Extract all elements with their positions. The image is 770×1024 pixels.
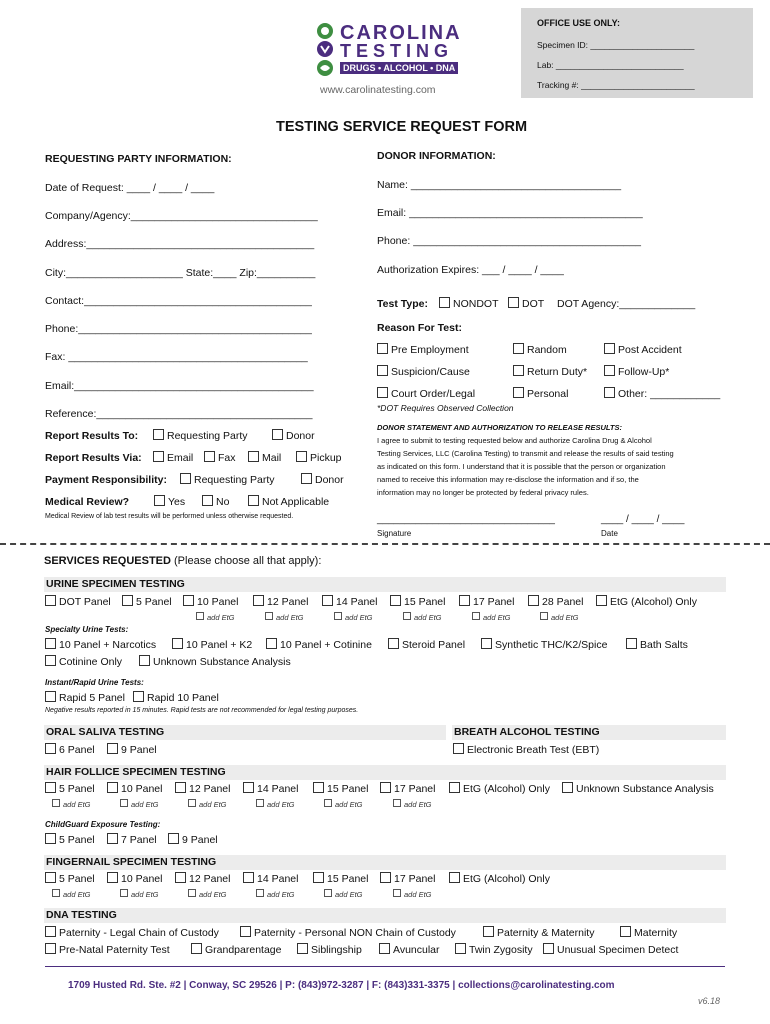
lab-field[interactable]: Lab: ___________________________ [537,60,684,70]
logo-line3: DRUGS • ALCOHOL • DNA [340,62,458,74]
checkbox-icon [153,451,164,462]
urine-28-add-etg[interactable]: add EtG [540,612,579,622]
urine-17-add-etg[interactable]: add EtG [472,612,511,622]
checkbox-icon [604,343,615,354]
reason-court-order[interactable]: Court Order/Legal [377,387,475,400]
saliva-6-panel[interactable]: 6 Panel [45,743,95,756]
checkbox-icon [543,943,554,954]
checkbox-icon [253,595,264,606]
dna-paternity-maternity[interactable]: Paternity & Maternity [483,926,594,939]
specialty-cotinine-only[interactable]: Cotinine Only [45,655,122,668]
checkbox-icon [107,833,118,844]
footer-contact: 1709 Husted Rd. Ste. #2 | Conway, SC 29526 | P: (843)972-3287 | F: (843)331-3375 | collections@carolinatesting.com [68,980,615,991]
statement-title: DONOR STATEMENT AND AUTHORIZATION TO RELEASE RESULTS: [377,423,622,432]
statement-line: I agree to submit to testing requested below and authorize Carolina Drug & Alcohol [377,436,652,445]
checkbox-icon [172,638,183,649]
reason-other[interactable]: Other: ____________ [604,387,720,400]
specialty-narcotics[interactable]: 10 Panel + Narcotics [45,638,156,651]
childguard-title: ChildGuard Exposure Testing: [45,820,161,829]
nail-14-add-etg[interactable]: add EtG [256,889,295,899]
reason-post-accident[interactable]: Post Accident [604,343,682,356]
urine-12-add-etg[interactable]: add EtG [265,612,304,622]
checkbox-icon [301,473,312,484]
checkbox-icon [620,926,631,937]
checkbox-icon [449,872,460,883]
checkbox-icon [403,612,411,620]
urine-28-panel[interactable]: 28 Panel [528,595,583,608]
office-use-title: OFFICE USE ONLY: [537,18,621,28]
hair-10-panel[interactable]: 10 Panel [107,782,162,795]
checkbox-icon [45,782,56,793]
urine-12-panel[interactable]: 12 Panel [253,595,308,608]
hair-etg-only[interactable]: EtG (Alcohol) Only [449,782,550,795]
checkbox-icon [472,612,480,620]
statement-line: as indicated on this form. I understand that it is possible that the person or organization [377,462,666,471]
address-field[interactable]: Address:_______________________________________ [45,238,315,250]
date-label: Date [601,529,618,538]
checkbox-icon [481,638,492,649]
dna-paternity-personal[interactable]: Paternity - Personal NON Chain of Custody [240,926,456,939]
city-state-zip-field[interactable]: City:____________________ State:____ Zip:__________ [45,267,316,279]
checkbox-icon [626,638,637,649]
checkbox-icon [139,655,150,666]
medical-no-checkbox[interactable]: No [202,495,229,508]
specialty-k2[interactable]: 10 Panel + K2 [172,638,252,651]
checkbox-icon [52,799,60,807]
reason-pre-employment[interactable]: Pre Employment [377,343,469,356]
nail-10-panel[interactable]: 10 Panel [107,872,162,885]
hair-5-panel[interactable]: 5 Panel [45,782,95,795]
signature-field[interactable]: ________________________________ [377,514,555,525]
payment-label: Payment Responsibility: [45,474,167,486]
checkbox-icon [513,387,524,398]
report-via-email-checkbox[interactable]: Email [153,451,193,464]
checkbox-icon [334,612,342,620]
urine-14-panel[interactable]: 14 Panel [322,595,377,608]
company-field[interactable]: Company/Agency:________________________________ [45,210,318,222]
checkbox-icon [459,595,470,606]
checkbox-icon [390,595,401,606]
reason-random[interactable]: Random [513,343,567,356]
saliva-header: ORAL SALIVA TESTING [44,725,446,740]
checkbox-icon [439,297,450,308]
checkbox-icon [266,638,277,649]
checkbox-icon [265,612,273,620]
checkbox-icon [379,943,390,954]
checkbox-icon [204,451,215,462]
hair-12-panel[interactable]: 12 Panel [175,782,230,795]
report-via-pickup-checkbox[interactable]: Pickup [296,451,342,464]
nail-12-add-etg[interactable]: add EtG [188,889,227,899]
requesting-heading: REQUESTING PARTY INFORMATION: [45,153,232,165]
checkbox-icon [188,889,196,897]
nail-10-add-etg[interactable]: add EtG [120,889,159,899]
checkbox-icon [508,297,519,308]
urine-5-panel[interactable]: 5 Panel [122,595,172,608]
report-via-label: Report Results Via: [45,452,142,464]
nail-5-add-etg[interactable]: add EtG [52,889,91,899]
nail-15-panel[interactable]: 15 Panel [313,872,368,885]
checkbox-icon [107,743,118,754]
urine-dot-panel[interactable]: DOT Panel [45,595,111,608]
dna-grandparentage[interactable]: Grandparentage [191,943,281,956]
checkbox-icon [604,387,615,398]
date-of-request-field[interactable]: Date of Request: ____ / ____ / ____ [45,182,215,194]
logo [312,22,462,80]
report-to-label: Report Results To: [45,430,139,442]
checkbox-icon [256,799,264,807]
urine-header: URINE SPECIMEN TESTING [44,577,726,592]
specialty-unknown[interactable]: Unknown Substance Analysis [139,655,291,668]
saliva-9-panel[interactable]: 9 Panel [107,743,157,756]
dot-checkbox[interactable]: DOT [508,297,544,310]
medical-na-checkbox[interactable]: Not Applicable [248,495,329,508]
logo-line2: TESTING [340,41,454,61]
checkbox-icon [380,872,391,883]
donor-heading: DONOR INFORMATION: [377,150,496,162]
dna-avuncular[interactable]: Avuncular [379,943,440,956]
checkbox-icon [153,429,164,440]
nondot-checkbox[interactable]: NONDOT [439,297,499,310]
urine-etg-only[interactable]: EtG (Alcohol) Only [596,595,697,608]
childguard-9-panel[interactable]: 9 Panel [168,833,218,846]
checkbox-icon [45,943,56,954]
reason-personal[interactable]: Personal [513,387,568,400]
reference-field[interactable]: Reference:_____________________________________ [45,408,313,420]
reason-label: Reason For Test: [377,322,462,334]
hair-14-panel[interactable]: 14 Panel [243,782,298,795]
rapid-note: Negative results reported in 15 minutes. Rapid tests are not recommended for legal testing purposes. [45,707,359,714]
checkbox-icon [377,365,388,376]
checkbox-icon [272,429,283,440]
fax-field[interactable]: Fax: _________________________________________ [45,351,308,363]
specialty-bath-salts[interactable]: Bath Salts [626,638,688,651]
checkbox-icon [596,595,607,606]
form-title: TESTING SERVICE REQUEST FORM [276,119,528,135]
website[interactable]: www.carolinatesting.com [320,84,436,96]
urine-17-panel[interactable]: 17 Panel [459,595,514,608]
checkbox-icon [297,943,308,954]
urine-10-panel[interactable]: 10 Panel [183,595,238,608]
tracking-field[interactable]: Tracking #: ________________________ [537,80,695,90]
cut-line [0,543,770,545]
checkbox-icon [45,638,56,649]
checkbox-icon [45,743,56,754]
dna-paternity-legal[interactable]: Paternity - Legal Chain of Custody [45,926,219,939]
checkbox-icon [313,782,324,793]
checkbox-icon [380,782,391,793]
hair-header: HAIR FOLLICE SPECIMEN TESTING [44,765,726,780]
checkbox-icon [513,365,524,376]
payment-requesting-checkbox[interactable]: Requesting Party [180,473,275,486]
checkbox-icon [45,655,56,666]
checkbox-icon [324,799,332,807]
checkbox-icon [562,782,573,793]
email-field[interactable]: Email:_________________________________________ [45,380,314,392]
dna-siblingship[interactable]: Siblingship [297,943,362,956]
medical-review-label: Medical Review? [45,496,130,508]
phone-field[interactable]: Phone:________________________________________ [45,323,312,335]
signature-date-field[interactable]: ____ / ____ / ____ [601,514,685,525]
checkbox-icon [202,495,213,506]
urine-15-panel[interactable]: 15 Panel [390,595,445,608]
nail-17-add-etg[interactable]: add EtG [393,889,432,899]
checkbox-icon [377,343,388,354]
donor-name-field[interactable]: Name: ____________________________________ [377,179,622,191]
checkbox-icon [120,889,128,897]
specialty-steroid[interactable]: Steroid Panel [388,638,465,651]
hair-15-panel[interactable]: 15 Panel [313,782,368,795]
checkbox-icon [175,782,186,793]
hair-5-add-etg[interactable]: add EtG [52,799,91,809]
checkbox-icon [540,612,548,620]
dna-maternity[interactable]: Maternity [620,926,677,939]
checkbox-icon [324,889,332,897]
logo-line1: CAROLINA [340,22,462,44]
checkbox-icon [313,872,324,883]
checkbox-icon [449,782,460,793]
checkbox-icon [393,889,401,897]
specialty-title: Specialty Urine Tests: [45,625,129,634]
rapid-10-panel[interactable]: Rapid 10 Panel [133,691,219,704]
checkbox-icon [168,833,179,844]
checkbox-icon [240,926,251,937]
checkbox-icon [133,691,144,702]
checkbox-icon [107,872,118,883]
auth-expires-field[interactable]: Authorization Expires: ___ / ____ / ____ [377,264,564,276]
medical-note: Medical Review of lab test results will be performed unless otherwise requested. [45,513,294,520]
report-via-fax-checkbox[interactable]: Fax [204,451,236,464]
hair-14-add-etg[interactable]: add EtG [256,799,295,809]
nail-17-panel[interactable]: 17 Panel [380,872,435,885]
hair-15-add-etg[interactable]: add EtG [324,799,363,809]
checkbox-icon [45,595,56,606]
logo-emblem-icon [312,22,338,78]
checkbox-icon [243,872,254,883]
reason-follow-up[interactable]: Follow-Up* [604,365,669,378]
rapid-5-panel[interactable]: Rapid 5 Panel [45,691,125,704]
dna-prenatal[interactable]: Pre-Natal Paternity Test [45,943,170,956]
checkbox-icon [604,365,615,376]
checkbox-icon [154,495,165,506]
test-type-label: Test Type: [377,298,428,310]
checkbox-icon [528,595,539,606]
dna-twin-zygosity[interactable]: Twin Zygosity [455,943,533,956]
checkbox-icon [455,943,466,954]
checkbox-icon [120,799,128,807]
breath-header: BREATH ALCOHOL TESTING [452,725,726,740]
reason-suspicion[interactable]: Suspicion/Cause [377,365,470,378]
checkbox-icon [175,872,186,883]
contact-field[interactable]: Contact:_______________________________________ [45,295,312,307]
checkbox-icon [45,691,56,702]
nail-header: FINGERNAIL SPECIMEN TESTING [44,855,726,870]
version-label: v6.18 [698,996,721,1006]
checkbox-icon [191,943,202,954]
childguard-5-panel[interactable]: 5 Panel [45,833,95,846]
services-heading-text: SERVICES REQUESTED [44,555,171,567]
dna-unusual-specimen[interactable]: Unusual Specimen Detect [543,943,678,956]
medical-yes-checkbox[interactable]: Yes [154,495,185,508]
checkbox-icon [52,889,60,897]
checkbox-icon [248,495,259,506]
checkbox-icon [248,451,259,462]
office-use-box [521,8,753,98]
checkbox-icon [243,782,254,793]
report-to-donor-checkbox[interactable]: Donor [272,429,315,442]
checkbox-icon [183,595,194,606]
checkbox-icon [45,926,56,937]
nail-14-panel[interactable]: 14 Panel [243,872,298,885]
reason-return-duty[interactable]: Return Duty* [513,365,587,378]
urine-15-add-etg[interactable]: add EtG [403,612,442,622]
donor-phone-field[interactable]: Phone: _______________________________________ [377,235,641,247]
checkbox-icon [180,473,191,484]
hair-17-add-etg[interactable]: add EtG [393,799,432,809]
checkbox-icon [513,343,524,354]
nail-etg-only[interactable]: EtG (Alcohol) Only [449,872,550,885]
hair-unknown-substance[interactable]: Unknown Substance Analysis [562,782,714,795]
services-heading-note: (Please choose all that apply): [174,555,322,567]
nail-12-panel[interactable]: 12 Panel [175,872,230,885]
checkbox-icon [393,799,401,807]
hair-10-add-etg[interactable]: add EtG [120,799,159,809]
hair-17-panel[interactable]: 17 Panel [380,782,435,795]
report-via-mail-checkbox[interactable]: Mail [248,451,281,464]
services-heading [44,555,321,567]
nail-5-panel[interactable]: 5 Panel [45,872,95,885]
statement-line: Testing Services, LLC (Carolina Testing) to transmit and release the results of said testing [377,449,674,458]
checkbox-icon [453,743,464,754]
report-to-requesting-checkbox[interactable]: Requesting Party [153,429,248,442]
checkbox-icon [196,612,204,620]
payment-donor-checkbox[interactable]: Donor [301,473,344,486]
checkbox-icon [377,387,388,398]
dot-note: *DOT Requires Observed Collection [377,403,514,413]
checkbox-icon [296,451,307,462]
checkbox-icon [45,872,56,883]
urine-14-add-etg[interactable]: add EtG [334,612,373,622]
childguard-7-panel[interactable]: 7 Panel [107,833,157,846]
statement-line: information may no longer be protected by federal privacy rules. [377,488,589,497]
dot-agency-field[interactable]: DOT Agency:_____________ [557,298,696,310]
signature-label: Signature [377,529,412,538]
checkbox-icon [256,889,264,897]
hair-12-add-etg[interactable]: add EtG [188,799,227,809]
footer-rule [45,966,725,967]
breath-ebt[interactable]: Electronic Breath Test (EBT) [453,743,599,756]
specialty-cotinine[interactable]: 10 Panel + Cotinine [266,638,372,651]
checkbox-icon [107,782,118,793]
checkbox-icon [322,595,333,606]
nail-15-add-etg[interactable]: add EtG [324,889,363,899]
donor-email-field[interactable]: Email: ________________________________________ [377,207,643,219]
statement-line: named to receive this information may re-disclose the information and if so, the [377,475,639,484]
checkbox-icon [188,799,196,807]
checkbox-icon [45,833,56,844]
specialty-synthetic-thc[interactable]: Synthetic THC/K2/Spice [481,638,607,651]
specimen-id-field[interactable]: Specimen ID: ______________________ [537,40,695,50]
dna-header: DNA TESTING [44,908,726,923]
rapid-title: Instant/Rapid Urine Tests: [45,678,144,687]
checkbox-icon [122,595,133,606]
urine-10-add-etg[interactable]: add EtG [196,612,235,622]
checkbox-icon [483,926,494,937]
checkbox-icon [388,638,399,649]
